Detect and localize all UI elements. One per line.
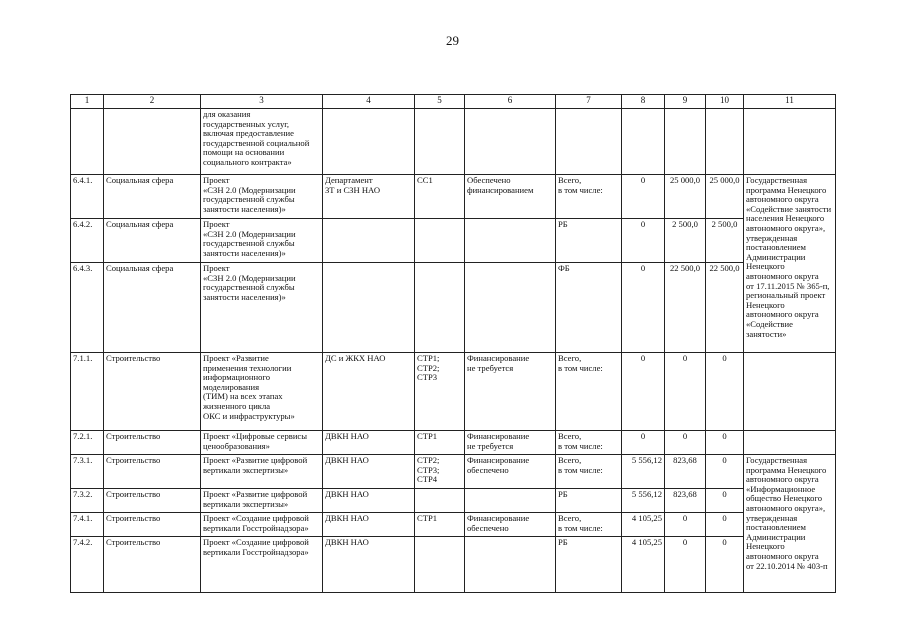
code-cell <box>415 109 465 175</box>
program-cell <box>744 353 836 431</box>
code-cell: СС1 <box>415 175 465 219</box>
header-cell: 7 <box>556 95 622 109</box>
header-cell: 2 <box>104 95 201 109</box>
table-row <box>71 353 836 431</box>
funding-status-cell: Финансирование обеспечено <box>465 513 556 537</box>
code-cell: СТР1 <box>415 431 465 455</box>
project-cell: Проект «Развитие цифровой вертикали экспертизы» <box>201 489 323 513</box>
budget-source-cell: Всего, в том числе: <box>556 431 622 455</box>
funding-status-cell <box>465 489 556 513</box>
program-note: Государственная программа Ненецкого автономного округа «Содействие занятости населения Ненецкого автономного округа», утвержденная постановлением Администрации Ненецкого автономного округа от 17.11.2015 № 365-п, региональный проект Ненецкого автономного округа «Содействие занятости» <box>744 175 836 353</box>
budget-source-cell: Всего, в том числе: <box>556 353 622 431</box>
project-cell: для оказания государственных услуг, включая предоставление государственной социальной помощи на основании социального контракта» <box>201 109 323 175</box>
executor-cell: ДВКН НАО <box>323 455 415 489</box>
value-cell: 0 <box>706 431 744 455</box>
executor-cell: ДВКН НАО <box>323 431 415 455</box>
funding-status-cell: Обеспечено финансированием <box>465 175 556 219</box>
value-cell: 2 500,0 <box>665 219 706 263</box>
budget-source-cell: Всего, в том числе: <box>556 513 622 537</box>
value-cell: 0 <box>622 431 665 455</box>
table-row <box>71 431 836 455</box>
value-cell: 4 105,25 <box>622 513 665 537</box>
project-cell: Проект «СЗН 2.0 (Модернизации государственной службы занятости населения)» <box>201 219 323 263</box>
table-row <box>71 489 836 513</box>
value-cell: 0 <box>622 175 665 219</box>
sector-cell: Строительство <box>104 431 201 455</box>
row-number: 6.4.3. <box>71 263 104 353</box>
funding-status-cell: Финансирование не требуется <box>465 353 556 431</box>
executor-cell: Департамент ЗТ и СЗН НАО <box>323 175 415 219</box>
value-cell <box>665 109 706 175</box>
value-cell: 2 500,0 <box>706 219 744 263</box>
header-cell: 8 <box>622 95 665 109</box>
code-cell <box>415 263 465 353</box>
page-number: 29 <box>446 33 459 48</box>
row-number: 7.1.1. <box>71 353 104 431</box>
code-cell: СТР1 <box>415 513 465 537</box>
header-cell: 1 <box>71 95 104 109</box>
budget-source-cell: РБ <box>556 537 622 593</box>
sector-cell: Строительство <box>104 513 201 537</box>
sector-cell: Строительство <box>104 537 201 593</box>
plan-table <box>70 94 836 593</box>
budget-source-cell: РБ <box>556 489 622 513</box>
project-cell: Проект «Развитие цифровой вертикали экспертизы» <box>201 455 323 489</box>
code-cell: СТР2; СТР3; СТР4 <box>415 455 465 489</box>
row-number: 6.4.1. <box>71 175 104 219</box>
header-cell: 5 <box>415 95 465 109</box>
funding-status-cell: Финансирование не требуется <box>465 431 556 455</box>
value-cell: 4 105,25 <box>622 537 665 593</box>
value-cell: 22 500,0 <box>706 263 744 353</box>
row-number: 6.4.2. <box>71 219 104 263</box>
code-cell: СТР1; СТР2; СТР3 <box>415 353 465 431</box>
sector-cell: Социальная сфера <box>104 175 201 219</box>
value-cell: 0 <box>665 431 706 455</box>
code-cell <box>415 537 465 593</box>
value-cell: 5 556,12 <box>622 489 665 513</box>
executor-cell: ДВКН НАО <box>323 537 415 593</box>
project-cell: Проект «СЗН 2.0 (Модернизации государственной службы занятости населения)» <box>201 263 323 353</box>
header-cell: 10 <box>706 95 744 109</box>
program-note: Государственная программа Ненецкого автономного округа «Информационное общество Ненецкого автономного округа», утвержденная постановлением Администрации Ненецкого автономного округа от 22.10.2014 № 403-п <box>744 455 836 593</box>
header-cell: 3 <box>201 95 323 109</box>
header-row <box>71 95 836 109</box>
code-cell <box>415 219 465 263</box>
value-cell: 0 <box>665 513 706 537</box>
budget-source-cell <box>556 109 622 175</box>
row-number: 7.4.2. <box>71 537 104 593</box>
header-cell: 11 <box>744 95 836 109</box>
value-cell: 22 500,0 <box>665 263 706 353</box>
row-number: 7.3.2. <box>71 489 104 513</box>
funding-status-cell <box>465 263 556 353</box>
header-cell: 6 <box>465 95 556 109</box>
executor-cell: ДС и ЖКХ НАО <box>323 353 415 431</box>
budget-source-cell: РБ <box>556 219 622 263</box>
row-number: 7.3.1. <box>71 455 104 489</box>
header-cell: 9 <box>665 95 706 109</box>
value-cell <box>706 109 744 175</box>
value-cell: 0 <box>622 263 665 353</box>
program-cell <box>744 431 836 455</box>
value-cell: 823,68 <box>665 489 706 513</box>
program-cell <box>744 109 836 175</box>
value-cell: 5 556,12 <box>622 455 665 489</box>
executor-cell: ДВКН НАО <box>323 513 415 537</box>
budget-source-cell: ФБ <box>556 263 622 353</box>
executor-cell <box>323 263 415 353</box>
table-row <box>71 109 836 175</box>
value-cell <box>622 109 665 175</box>
sector-cell: Социальная сфера <box>104 219 201 263</box>
executor-cell: ДВКН НАО <box>323 489 415 513</box>
project-cell: Проект «Развитие применения технологии информационного моделирования (ТИМ) на всех этапах жизненного цикла ОКС и инфраструктуры» <box>201 353 323 431</box>
project-cell: Проект «Создание цифровой вертикали Госстройнадзора» <box>201 513 323 537</box>
value-cell: 0 <box>622 353 665 431</box>
sector-cell: Строительство <box>104 455 201 489</box>
funding-status-cell <box>465 109 556 175</box>
budget-source-cell: Всего, в том числе: <box>556 175 622 219</box>
value-cell: 823,68 <box>665 455 706 489</box>
value-cell: 0 <box>706 513 744 537</box>
row-number: 7.4.1. <box>71 513 104 537</box>
table-row <box>71 175 836 219</box>
table-row <box>71 537 836 593</box>
table-row <box>71 263 836 353</box>
sector-cell: Строительство <box>104 489 201 513</box>
value-cell: 0 <box>665 353 706 431</box>
sector-cell: Социальная сфера <box>104 263 201 353</box>
budget-source-cell: Всего, в том числе: <box>556 455 622 489</box>
funding-status-cell <box>465 537 556 593</box>
row-number: 7.2.1. <box>71 431 104 455</box>
code-cell <box>415 489 465 513</box>
funding-status-cell: Финансирование обеспечено <box>465 455 556 489</box>
value-cell: 0 <box>706 353 744 431</box>
row-number <box>71 109 104 175</box>
project-cell: Проект «СЗН 2.0 (Модернизации государственной службы занятости населения)» <box>201 175 323 219</box>
value-cell: 0 <box>706 537 744 593</box>
value-cell: 25 000,0 <box>665 175 706 219</box>
executor-cell <box>323 109 415 175</box>
sector-cell <box>104 109 201 175</box>
value-cell: 0 <box>706 455 744 489</box>
table-row <box>71 455 836 489</box>
table-row <box>71 513 836 537</box>
value-cell: 0 <box>665 537 706 593</box>
project-cell: Проект «Цифровые сервисы ценообразования» <box>201 431 323 455</box>
value-cell: 0 <box>706 489 744 513</box>
value-cell: 0 <box>622 219 665 263</box>
funding-status-cell <box>465 219 556 263</box>
table-row <box>71 219 836 263</box>
executor-cell <box>323 219 415 263</box>
project-cell: Проект «Создание цифровой вертикали Госстройнадзора» <box>201 537 323 593</box>
sector-cell: Строительство <box>104 353 201 431</box>
value-cell: 25 000,0 <box>706 175 744 219</box>
header-cell: 4 <box>323 95 415 109</box>
